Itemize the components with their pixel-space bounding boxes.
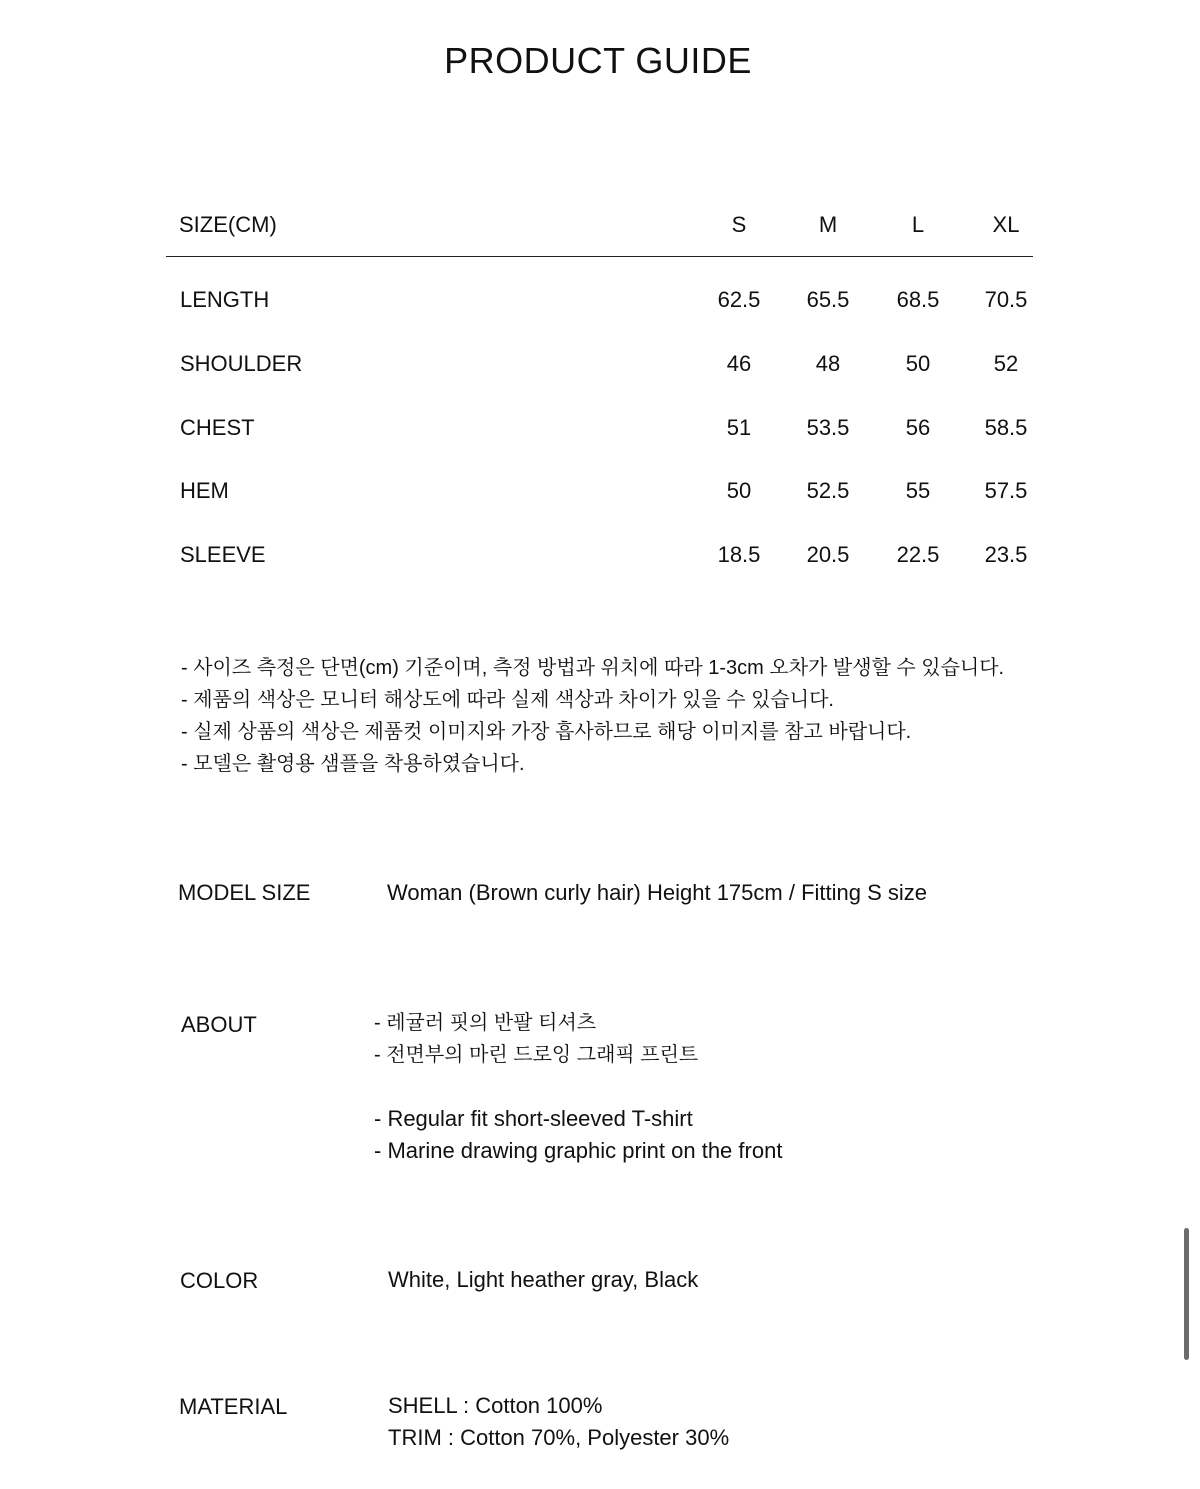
cell-value: 50 bbox=[905, 351, 931, 376]
about-line: - 레귤러 핏의 반팔 티셔츠 bbox=[374, 1012, 597, 1034]
row-label: CHEST bbox=[180, 415, 255, 440]
row-label: SHOULDER bbox=[180, 351, 303, 376]
cell-value: 70.5 bbox=[984, 287, 1028, 312]
cell-value: 18.5 bbox=[717, 542, 761, 567]
page-title: PRODUCT GUIDE bbox=[444, 40, 752, 81]
table-row-shoulder bbox=[0, 351, 1200, 381]
cell-value: 50 bbox=[726, 478, 752, 503]
table-row-chest bbox=[0, 415, 1200, 445]
table-row-sleeve bbox=[0, 542, 1200, 572]
cell-value: 22.5 bbox=[896, 542, 940, 567]
about-line: - Marine drawing graphic print on the front bbox=[374, 1138, 783, 1163]
color-label: COLOR bbox=[180, 1268, 259, 1293]
table-row-length bbox=[0, 287, 1200, 317]
cell-value: 53.5 bbox=[806, 415, 850, 440]
material-line: TRIM : Cotton 70%, Polyester 30% bbox=[388, 1425, 730, 1450]
cell-value: 52.5 bbox=[806, 478, 850, 503]
scrollbar-thumb[interactable] bbox=[1184, 1228, 1189, 1360]
material-label: MATERIAL bbox=[179, 1394, 288, 1419]
size-header-m: M bbox=[818, 212, 838, 237]
cell-value: 65.5 bbox=[806, 287, 850, 312]
row-label: LENGTH bbox=[180, 287, 270, 312]
cell-value: 56 bbox=[905, 415, 931, 440]
cell-value: 55 bbox=[905, 478, 931, 503]
note-line: - 모델은 촬영용 샘플을 착용하였습니다. bbox=[181, 753, 525, 775]
size-header-label: SIZE(CM) bbox=[179, 212, 277, 237]
model-size-label: MODEL SIZE bbox=[178, 880, 311, 905]
row-label: HEM bbox=[180, 478, 229, 503]
size-header-s: S bbox=[731, 212, 747, 237]
cell-value: 51 bbox=[726, 415, 752, 440]
color-value: White, Light heather gray, Black bbox=[388, 1267, 699, 1292]
note-line: - 실제 상품의 색상은 제품컷 이미지와 가장 흡사하므로 해당 이미지를 참고 바랍니다. bbox=[181, 721, 912, 743]
table-divider bbox=[166, 256, 1033, 257]
material-value bbox=[388, 1390, 729, 1454]
about-line: - 전면부의 마린 드로잉 그래픽 프린트 bbox=[374, 1044, 699, 1066]
cell-value: 23.5 bbox=[984, 542, 1028, 567]
table-row-hem bbox=[0, 478, 1200, 508]
cell-value: 46 bbox=[726, 351, 752, 376]
cell-value: 57.5 bbox=[984, 478, 1028, 503]
cell-value: 20.5 bbox=[806, 542, 850, 567]
size-notes bbox=[181, 652, 1004, 780]
cell-value: 58.5 bbox=[984, 415, 1028, 440]
about-ko bbox=[374, 1007, 698, 1071]
size-header-xl: XL bbox=[992, 212, 1020, 237]
cell-value: 68.5 bbox=[896, 287, 940, 312]
note-line: - 제품의 색상은 모니터 해상도에 따라 실제 색상과 차이가 있을 수 있습니다. bbox=[181, 689, 834, 711]
material-line: SHELL : Cotton 100% bbox=[388, 1393, 603, 1418]
model-size-value: Woman (Brown curly hair) Height 175cm / Fitting S size bbox=[387, 880, 927, 905]
note-line: - 사이즈 측정은 단면(cm) 기준이며, 측정 방법과 위치에 따라 1-3cm 오차가 발생할 수 있습니다. bbox=[181, 657, 1005, 679]
row-label: SLEEVE bbox=[180, 542, 266, 567]
cell-value: 62.5 bbox=[717, 287, 761, 312]
about-en bbox=[374, 1103, 782, 1167]
cell-value: 48 bbox=[815, 351, 841, 376]
about-line: - Regular fit short-sleeved T-shirt bbox=[374, 1106, 693, 1131]
size-header-l: L bbox=[911, 212, 925, 237]
about-label: ABOUT bbox=[181, 1012, 257, 1037]
cell-value: 52 bbox=[993, 351, 1019, 376]
